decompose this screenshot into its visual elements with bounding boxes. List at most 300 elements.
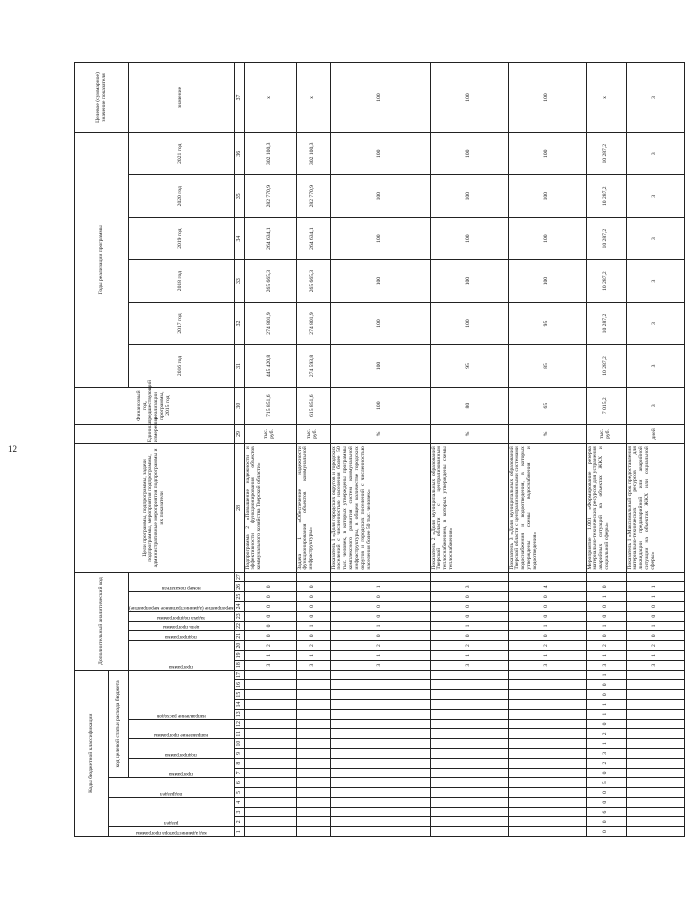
code-cell <box>330 572 430 582</box>
code-cell: 0 <box>586 788 626 798</box>
code-cell: 2 <box>330 641 430 651</box>
code-cell: 2 <box>586 641 626 651</box>
value-2021: 100 <box>508 133 586 175</box>
code-cell <box>330 788 430 798</box>
code-cell: 5 <box>586 778 626 788</box>
code-cell <box>244 788 296 798</box>
value-2021: 10 287,2 <box>586 133 626 175</box>
code-cell <box>430 788 508 798</box>
code-cell: 0 <box>586 719 626 729</box>
column-number: 1 <box>234 827 244 837</box>
value-2020: 100 <box>330 175 430 217</box>
code-cell: 3 <box>430 660 508 670</box>
value-2020: 282 770,9 <box>244 175 296 217</box>
column-number: 10 <box>234 739 244 749</box>
code-cell <box>508 748 586 758</box>
code-cell: 0 <box>586 611 626 621</box>
code-cell: 2 <box>244 641 296 651</box>
header-subprogram: подпрограмма <box>129 739 235 759</box>
goal-text: Показатель 2 «Доля муниципальных образований Тверской области с централизованным теплоснабжением, в которых утверждены схемы теплоснабжения» <box>430 444 508 572</box>
header-2018: 2018 год <box>129 260 235 302</box>
code-cell <box>626 572 684 582</box>
goal-text: Показатель 1 «Доля городских округов и городских поселений с численностью населения более 50 тыс. человек, в которых утверждены программы комплексного развития систем коммунальной инфраструктуры, в общем количестве городских округов и городских поселений с численностью населения более 50 тыс. человек» <box>330 444 430 572</box>
final-value: 3 <box>626 63 684 133</box>
code-cell: 1 <box>430 650 508 660</box>
unit-cell: % <box>330 424 430 444</box>
value-2016: 274 593,8 <box>296 345 330 387</box>
table-row <box>586 63 626 837</box>
code-cell: 0 <box>586 690 626 700</box>
code-cell: 0 <box>586 631 626 641</box>
header-expense-direction: направление расходов <box>129 670 235 719</box>
code-cell <box>296 690 330 700</box>
code-cell <box>430 700 508 710</box>
code-cell <box>330 768 430 778</box>
code-cell <box>296 739 330 749</box>
header-subprogram2: подпрограмма <box>129 631 235 641</box>
column-number: 13 <box>234 709 244 719</box>
column-number: 17 <box>234 670 244 680</box>
column-number: 34 <box>234 217 244 259</box>
code-cell: 1 <box>330 582 430 592</box>
base-year-value: 3 <box>626 387 684 424</box>
code-cell <box>244 690 296 700</box>
code-cell: 0 <box>244 631 296 641</box>
header-final: Целевое (суммарное) значение показателя <box>75 63 129 133</box>
table-row <box>508 63 586 837</box>
header-2021: 2021 год <box>129 133 235 175</box>
code-cell: 1 <box>330 650 430 660</box>
column-number: 31 <box>234 345 244 387</box>
code-cell <box>244 827 296 837</box>
code-cell: 0 <box>626 631 684 641</box>
code-cell <box>330 748 430 758</box>
code-cell: 0 <box>626 602 684 612</box>
code-cell <box>244 748 296 758</box>
value-2018: 100 <box>430 260 508 302</box>
code-cell <box>430 709 508 719</box>
column-number: 27 <box>234 572 244 582</box>
code-cell <box>508 690 586 700</box>
code-cell <box>330 797 430 807</box>
code-cell <box>430 729 508 739</box>
header-activity-indicator: номер показателя <box>129 572 235 592</box>
code-cell <box>330 709 430 719</box>
value-2020: 100 <box>430 175 508 217</box>
code-cell <box>296 670 330 680</box>
code-cell: 2 <box>430 641 508 651</box>
base-year-value: 65 <box>508 387 586 424</box>
code-cell: 3 <box>330 660 430 670</box>
code-cell: 1 <box>330 621 430 631</box>
code-cell <box>508 778 586 788</box>
code-cell: 0 <box>330 631 430 641</box>
program-table <box>74 62 685 837</box>
code-cell <box>296 778 330 788</box>
code-cell <box>296 817 330 827</box>
column-number: 32 <box>234 302 244 344</box>
base-year-value: 80 <box>430 387 508 424</box>
code-cell: 0 <box>330 592 430 602</box>
code-cell: 0 <box>586 827 626 837</box>
code-cell <box>508 739 586 749</box>
value-2017: 274 801,9 <box>296 302 330 344</box>
code-cell <box>430 797 508 807</box>
column-number: 15 <box>234 690 244 700</box>
code-cell: 1 <box>586 709 626 719</box>
column-number: 26 <box>234 582 244 592</box>
code-cell <box>430 670 508 680</box>
code-cell <box>508 729 586 739</box>
code-cell <box>244 572 296 582</box>
code-cell: 0 <box>586 602 626 612</box>
code-cell <box>296 807 330 817</box>
code-cell: 0 <box>296 582 330 592</box>
final-value: х <box>586 63 626 133</box>
column-number: 30 <box>234 387 244 424</box>
code-cell: 1 <box>586 592 626 602</box>
code-cell <box>508 758 586 768</box>
code-cell: 2 <box>586 729 626 739</box>
code-cell: 3 <box>244 660 296 670</box>
code-cell <box>244 670 296 680</box>
code-cell: 0 <box>430 602 508 612</box>
code-cell: 3 <box>586 660 626 670</box>
code-cell <box>244 797 296 807</box>
code-cell: 0 <box>586 680 626 690</box>
column-number: 33 <box>234 260 244 302</box>
value-2019: 100 <box>430 217 508 259</box>
column-number: 11 <box>234 729 244 739</box>
code-cell <box>244 768 296 778</box>
value-2019: 10 287,2 <box>586 217 626 259</box>
code-cell <box>508 709 586 719</box>
column-number: 25 <box>234 592 244 602</box>
value-2016: 100 <box>330 345 430 387</box>
code-cell: 0 <box>430 592 508 602</box>
code-cell: 1 <box>430 621 508 631</box>
value-2018: 265 665,3 <box>244 260 296 302</box>
table-row <box>626 63 684 837</box>
code-cell <box>330 739 430 749</box>
column-number: 35 <box>234 175 244 217</box>
header-program2: программа <box>129 641 235 670</box>
code-cell: 1 <box>586 670 626 680</box>
code-cell <box>430 758 508 768</box>
code-cell: 1 <box>296 621 330 631</box>
code-cell <box>330 680 430 690</box>
code-cell: 0 <box>296 602 330 612</box>
final-value: 100 <box>330 63 430 133</box>
header-years: Годы реализации программы <box>75 133 129 388</box>
header-activity: мероприятие (административное мероприятие) <box>129 592 235 612</box>
code-cell <box>296 788 330 798</box>
code-cell <box>330 807 430 817</box>
value-2016: 95 <box>430 345 508 387</box>
code-cell: 1 <box>244 650 296 660</box>
value-2018: 100 <box>508 260 586 302</box>
code-cell <box>296 827 330 837</box>
unit-cell: тыс. руб. <box>244 424 296 444</box>
code-cell <box>430 748 508 758</box>
code-cell: 1 <box>508 650 586 660</box>
code-cell <box>626 700 684 710</box>
column-number: 9 <box>234 748 244 758</box>
header-final-value: значение <box>129 63 235 133</box>
code-cell <box>626 788 684 798</box>
table-row <box>296 63 330 837</box>
code-cell <box>244 807 296 817</box>
code-cell <box>430 807 508 817</box>
value-2021: 100 <box>330 133 430 175</box>
code-cell: 1 <box>508 621 586 631</box>
code-cell: 0 <box>508 592 586 602</box>
column-number: 29 <box>234 424 244 444</box>
value-2019: 100 <box>508 217 586 259</box>
value-2020: 3 <box>626 175 684 217</box>
value-2018: 10 287,2 <box>586 260 626 302</box>
code-cell <box>296 797 330 807</box>
code-cell: 1 <box>586 650 626 660</box>
code-cell <box>244 700 296 710</box>
code-cell: 0 <box>586 768 626 778</box>
code-cell <box>626 807 684 817</box>
code-cell <box>508 817 586 827</box>
base-year-value: 715 851,6 <box>244 387 296 424</box>
header-program-goal: цель программы <box>129 621 235 631</box>
code-cell: 0 <box>296 592 330 602</box>
code-cell <box>626 670 684 680</box>
code-cell <box>244 719 296 729</box>
code-cell <box>626 768 684 778</box>
code-cell <box>430 739 508 749</box>
code-cell: 1 <box>586 739 626 749</box>
column-number: 7 <box>234 768 244 778</box>
unit-cell: % <box>508 424 586 444</box>
goal-text: Задача 1 «Обеспечение надежности функционирования объектов коммунальной инфраструктуры» <box>296 444 330 572</box>
code-cell <box>296 768 330 778</box>
code-cell <box>626 758 684 768</box>
header-target-article: код целевой статьи расхода бюджета <box>109 670 129 778</box>
code-cell: 3 <box>430 582 508 592</box>
code-cell <box>626 729 684 739</box>
code-cell <box>244 709 296 719</box>
code-cell <box>626 709 684 719</box>
value-2018: 100 <box>330 260 430 302</box>
header-subprogram-task: задача подпрограммы <box>129 611 235 621</box>
code-cell <box>244 680 296 690</box>
code-cell <box>244 739 296 749</box>
final-value: х <box>244 63 296 133</box>
code-cell <box>508 719 586 729</box>
code-cell: 1 <box>626 582 684 592</box>
value-2021: 3 <box>626 133 684 175</box>
code-cell: 2 <box>626 641 684 651</box>
code-cell: 0 <box>586 582 626 592</box>
column-number: 16 <box>234 680 244 690</box>
value-2019: 100 <box>330 217 430 259</box>
code-cell: 0 <box>244 582 296 592</box>
code-cell <box>508 572 586 582</box>
column-number: 8 <box>234 758 244 768</box>
value-2016: 10 287,2 <box>586 345 626 387</box>
code-cell <box>626 827 684 837</box>
column-number: 28 <box>234 444 244 572</box>
table-row <box>430 63 508 837</box>
final-value: 100 <box>430 63 508 133</box>
value-2017: 100 <box>430 302 508 344</box>
value-2017: 274 801,9 <box>244 302 296 344</box>
column-number: 3 <box>234 807 244 817</box>
code-cell: 1 <box>586 621 626 631</box>
unit-cell: % <box>430 424 508 444</box>
table-row <box>244 63 296 837</box>
code-cell: 2 <box>586 758 626 768</box>
goal-text: Подпрограмма 2 «Повышение надежности и эффективности функционирования объектов коммунального хозяйства Тверской области» <box>244 444 296 572</box>
column-number: 12 <box>234 719 244 729</box>
code-cell: 0 <box>586 797 626 807</box>
code-cell <box>430 778 508 788</box>
final-value: 100 <box>508 63 586 133</box>
code-cell: 0 <box>508 602 586 612</box>
code-cell <box>508 670 586 680</box>
code-cell: 1 <box>296 650 330 660</box>
value-2019: 3 <box>626 217 684 259</box>
code-cell <box>430 719 508 729</box>
code-cell: 0 <box>508 631 586 641</box>
value-2017: 10 287,2 <box>586 302 626 344</box>
value-2019: 264 634,1 <box>244 217 296 259</box>
code-cell: 0 <box>430 611 508 621</box>
code-cell: 1 <box>586 700 626 710</box>
value-2021: 302 100,3 <box>296 133 330 175</box>
unit-cell: тыс. руб. <box>586 424 626 444</box>
column-number: 18 <box>234 660 244 670</box>
code-cell: 1 <box>626 621 684 631</box>
code-cell: 0 <box>586 817 626 827</box>
value-2020: 10 287,2 <box>586 175 626 217</box>
column-number: 20 <box>234 641 244 651</box>
value-2018: 265 665,3 <box>296 260 330 302</box>
code-cell <box>330 817 430 827</box>
value-2016: 85 <box>508 345 586 387</box>
page-number: 12 <box>8 444 17 454</box>
header-fin-year: Финансовый год, предшествующий реализации программы, 2015 год <box>75 387 235 424</box>
code-cell <box>330 729 430 739</box>
code-cell <box>330 700 430 710</box>
code-cell <box>626 680 684 690</box>
column-number: 36 <box>234 133 244 175</box>
value-2021: 302 100,3 <box>244 133 296 175</box>
code-cell: 3 <box>508 660 586 670</box>
column-number: 24 <box>234 602 244 612</box>
column-number: 22 <box>234 621 244 631</box>
code-cell <box>296 680 330 690</box>
table-row <box>330 63 430 837</box>
column-number: 5 <box>234 788 244 798</box>
code-cell <box>330 778 430 788</box>
code-cell: 2 <box>508 641 586 651</box>
code-cell: 3 <box>586 748 626 758</box>
code-cell <box>244 729 296 739</box>
code-cell <box>626 719 684 729</box>
code-cell: 6 <box>586 807 626 817</box>
header-subsection: подраздел <box>109 778 235 798</box>
column-number: 37 <box>234 63 244 133</box>
code-cell <box>330 827 430 837</box>
code-cell <box>508 768 586 778</box>
header-section: раздел <box>109 797 235 826</box>
value-2017: 95 <box>508 302 586 344</box>
code-cell: 4 <box>508 582 586 592</box>
value-2017: 3 <box>626 302 684 344</box>
value-2018: 3 <box>626 260 684 302</box>
unit-cell: тыс. руб. <box>296 424 330 444</box>
code-cell <box>430 690 508 700</box>
base-year-value: 100 <box>330 387 430 424</box>
code-cell: 0 <box>244 621 296 631</box>
column-number: 2 <box>234 817 244 827</box>
code-cell: 0 <box>330 602 430 612</box>
value-2021: 100 <box>430 133 508 175</box>
header-extra-code: Дополнительный аналитический код <box>75 572 129 670</box>
column-number: 6 <box>234 778 244 788</box>
code-cell <box>296 709 330 719</box>
code-cell <box>508 788 586 798</box>
code-cell: 0 <box>244 592 296 602</box>
code-cell: 0 <box>296 611 330 621</box>
header-budget-codes: Коды бюджетной классификации <box>75 670 109 836</box>
column-number: 23 <box>234 611 244 621</box>
code-cell <box>330 690 430 700</box>
unit-cell: дней <box>626 424 684 444</box>
header-2016: 2016 год <box>129 345 235 387</box>
code-cell <box>626 817 684 827</box>
code-cell <box>296 700 330 710</box>
column-number: 4 <box>234 797 244 807</box>
code-cell <box>244 758 296 768</box>
code-cell <box>330 670 430 680</box>
code-cell <box>508 680 586 690</box>
code-cell: 0 <box>296 631 330 641</box>
code-cell: 3 <box>296 660 330 670</box>
header-unit: Единица измерения <box>75 424 235 444</box>
header-2017: 2017 год <box>129 302 235 344</box>
value-2016: 445 420,8 <box>244 345 296 387</box>
value-2020: 282 770,9 <box>296 175 330 217</box>
code-cell: 1 <box>626 650 684 660</box>
header-program: программа <box>129 758 235 778</box>
code-cell <box>296 719 330 729</box>
value-2017: 100 <box>330 302 430 344</box>
column-number: 14 <box>234 700 244 710</box>
code-cell <box>626 778 684 788</box>
code-cell <box>626 797 684 807</box>
code-cell <box>626 739 684 749</box>
header-goals: Цели программы, подпрограммы, задачи подпрограммы, мероприятия подпрограммы, административные мероприятия подпрограммы и их показатели <box>75 444 235 572</box>
final-value: х <box>296 63 330 133</box>
code-cell <box>508 700 586 710</box>
header-2019: 2019 год <box>129 217 235 259</box>
code-cell <box>508 807 586 817</box>
code-cell: 0 <box>626 611 684 621</box>
goal-text: Показатель 3 «Доля муниципальных образований Тверской области с централизованными системами водоснабжения и водоотведения, в которых утверждены схемы водоснабжения и водоотведения» <box>508 444 586 572</box>
code-cell <box>430 817 508 827</box>
goal-text: Показатель 1 «Максимальный срок предоставления материально-технических ресурсов для ликвидации предаварийной или аварийной ситуации на объектах ЖКХ или социальной сферы» <box>626 444 684 572</box>
code-cell <box>330 719 430 729</box>
code-cell <box>626 690 684 700</box>
code-cell <box>244 817 296 827</box>
